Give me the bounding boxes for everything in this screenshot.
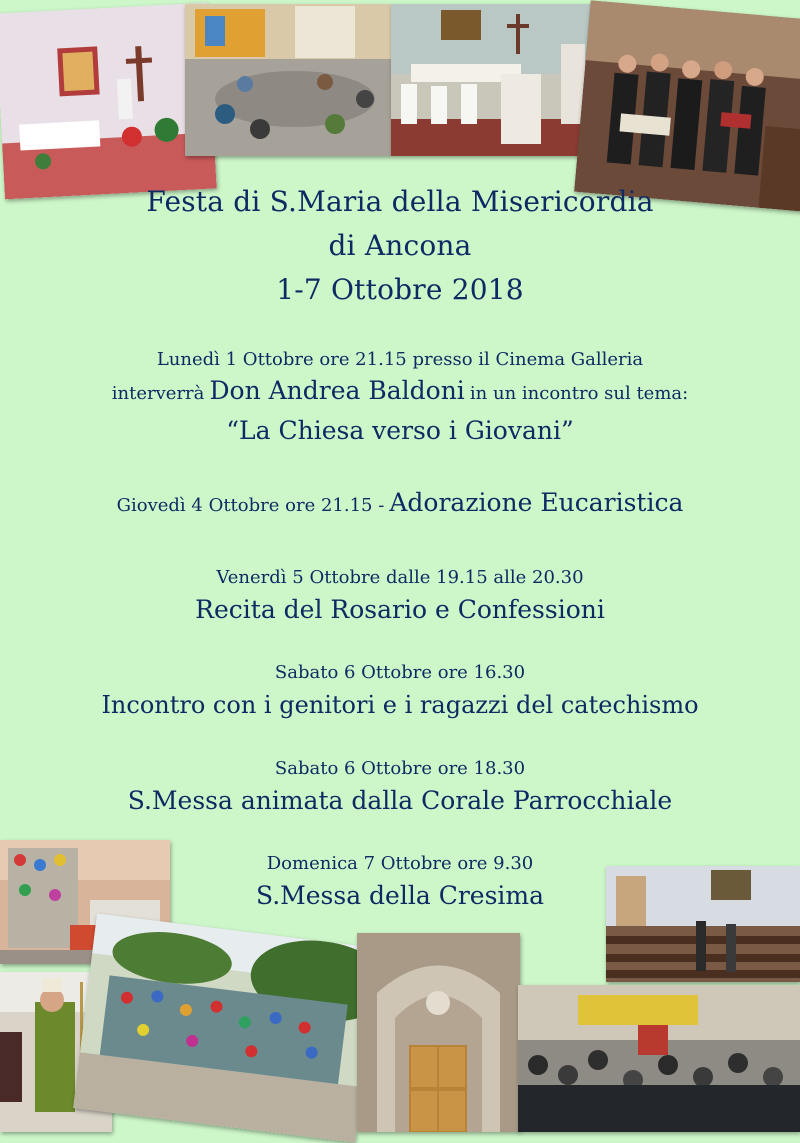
event-saturday-1830-what: S.Messa animata dalla Corale Parrocchiale <box>127 786 673 815</box>
event-saturday-1630-what: Incontro con i genitori e i ragazzi del catechismo <box>101 691 699 719</box>
event-thursday-what: Adorazione Eucaristica <box>389 488 684 517</box>
event-thursday <box>0 485 800 524</box>
event-friday <box>0 564 800 628</box>
event-monday-when: Lunedì 1 Ottobre ore 21.15 presso il Cinema Galleria <box>156 349 644 370</box>
title-line-2: di Ancona <box>328 229 472 262</box>
event-saturday-1830-when: Sabato 6 Ottobre ore 18.30 <box>274 758 526 779</box>
title-line-1: Festa di S.Maria della Misericordia <box>146 185 654 218</box>
event-monday-speaker: Don Andrea Baldoni <box>209 376 465 405</box>
event-saturday-1630 <box>0 659 800 723</box>
event-saturday-1630-when: Sabato 6 Ottobre ore 16.30 <box>274 662 526 683</box>
title-line-3: 1-7 Ottobre 2018 <box>276 273 524 306</box>
event-friday-what: Recita del Rosario e Confessioni <box>195 595 605 624</box>
photo-church-interior <box>606 866 800 982</box>
photo-group-outdoor <box>73 913 379 1142</box>
event-sunday-what: S.Messa della Cresima <box>255 881 545 910</box>
event-monday-post: in un incontro sul tema: <box>469 383 689 404</box>
event-monday-speaker-line <box>0 374 800 411</box>
event-saturday-1830 <box>0 755 800 819</box>
event-friday-when: Venerdì 5 Ottobre dalle 19.15 alle 20.30 <box>216 567 584 588</box>
photo-procession <box>518 985 800 1132</box>
photo-church-portal <box>357 933 520 1132</box>
event-sunday-when: Domenica 7 Ottobre ore 9.30 <box>266 853 534 874</box>
poster-title <box>0 180 800 312</box>
event-thursday-when: Giovedì 4 Ottobre ore 21.15 - <box>116 495 385 516</box>
photo-youth-circle <box>185 4 391 156</box>
event-monday-pre: interverrà <box>111 383 205 404</box>
event-monday-theme: “La Chiesa verso i Giovani” <box>226 416 574 445</box>
photo-mass-altar-servers <box>391 4 599 156</box>
event-monday <box>0 346 800 451</box>
